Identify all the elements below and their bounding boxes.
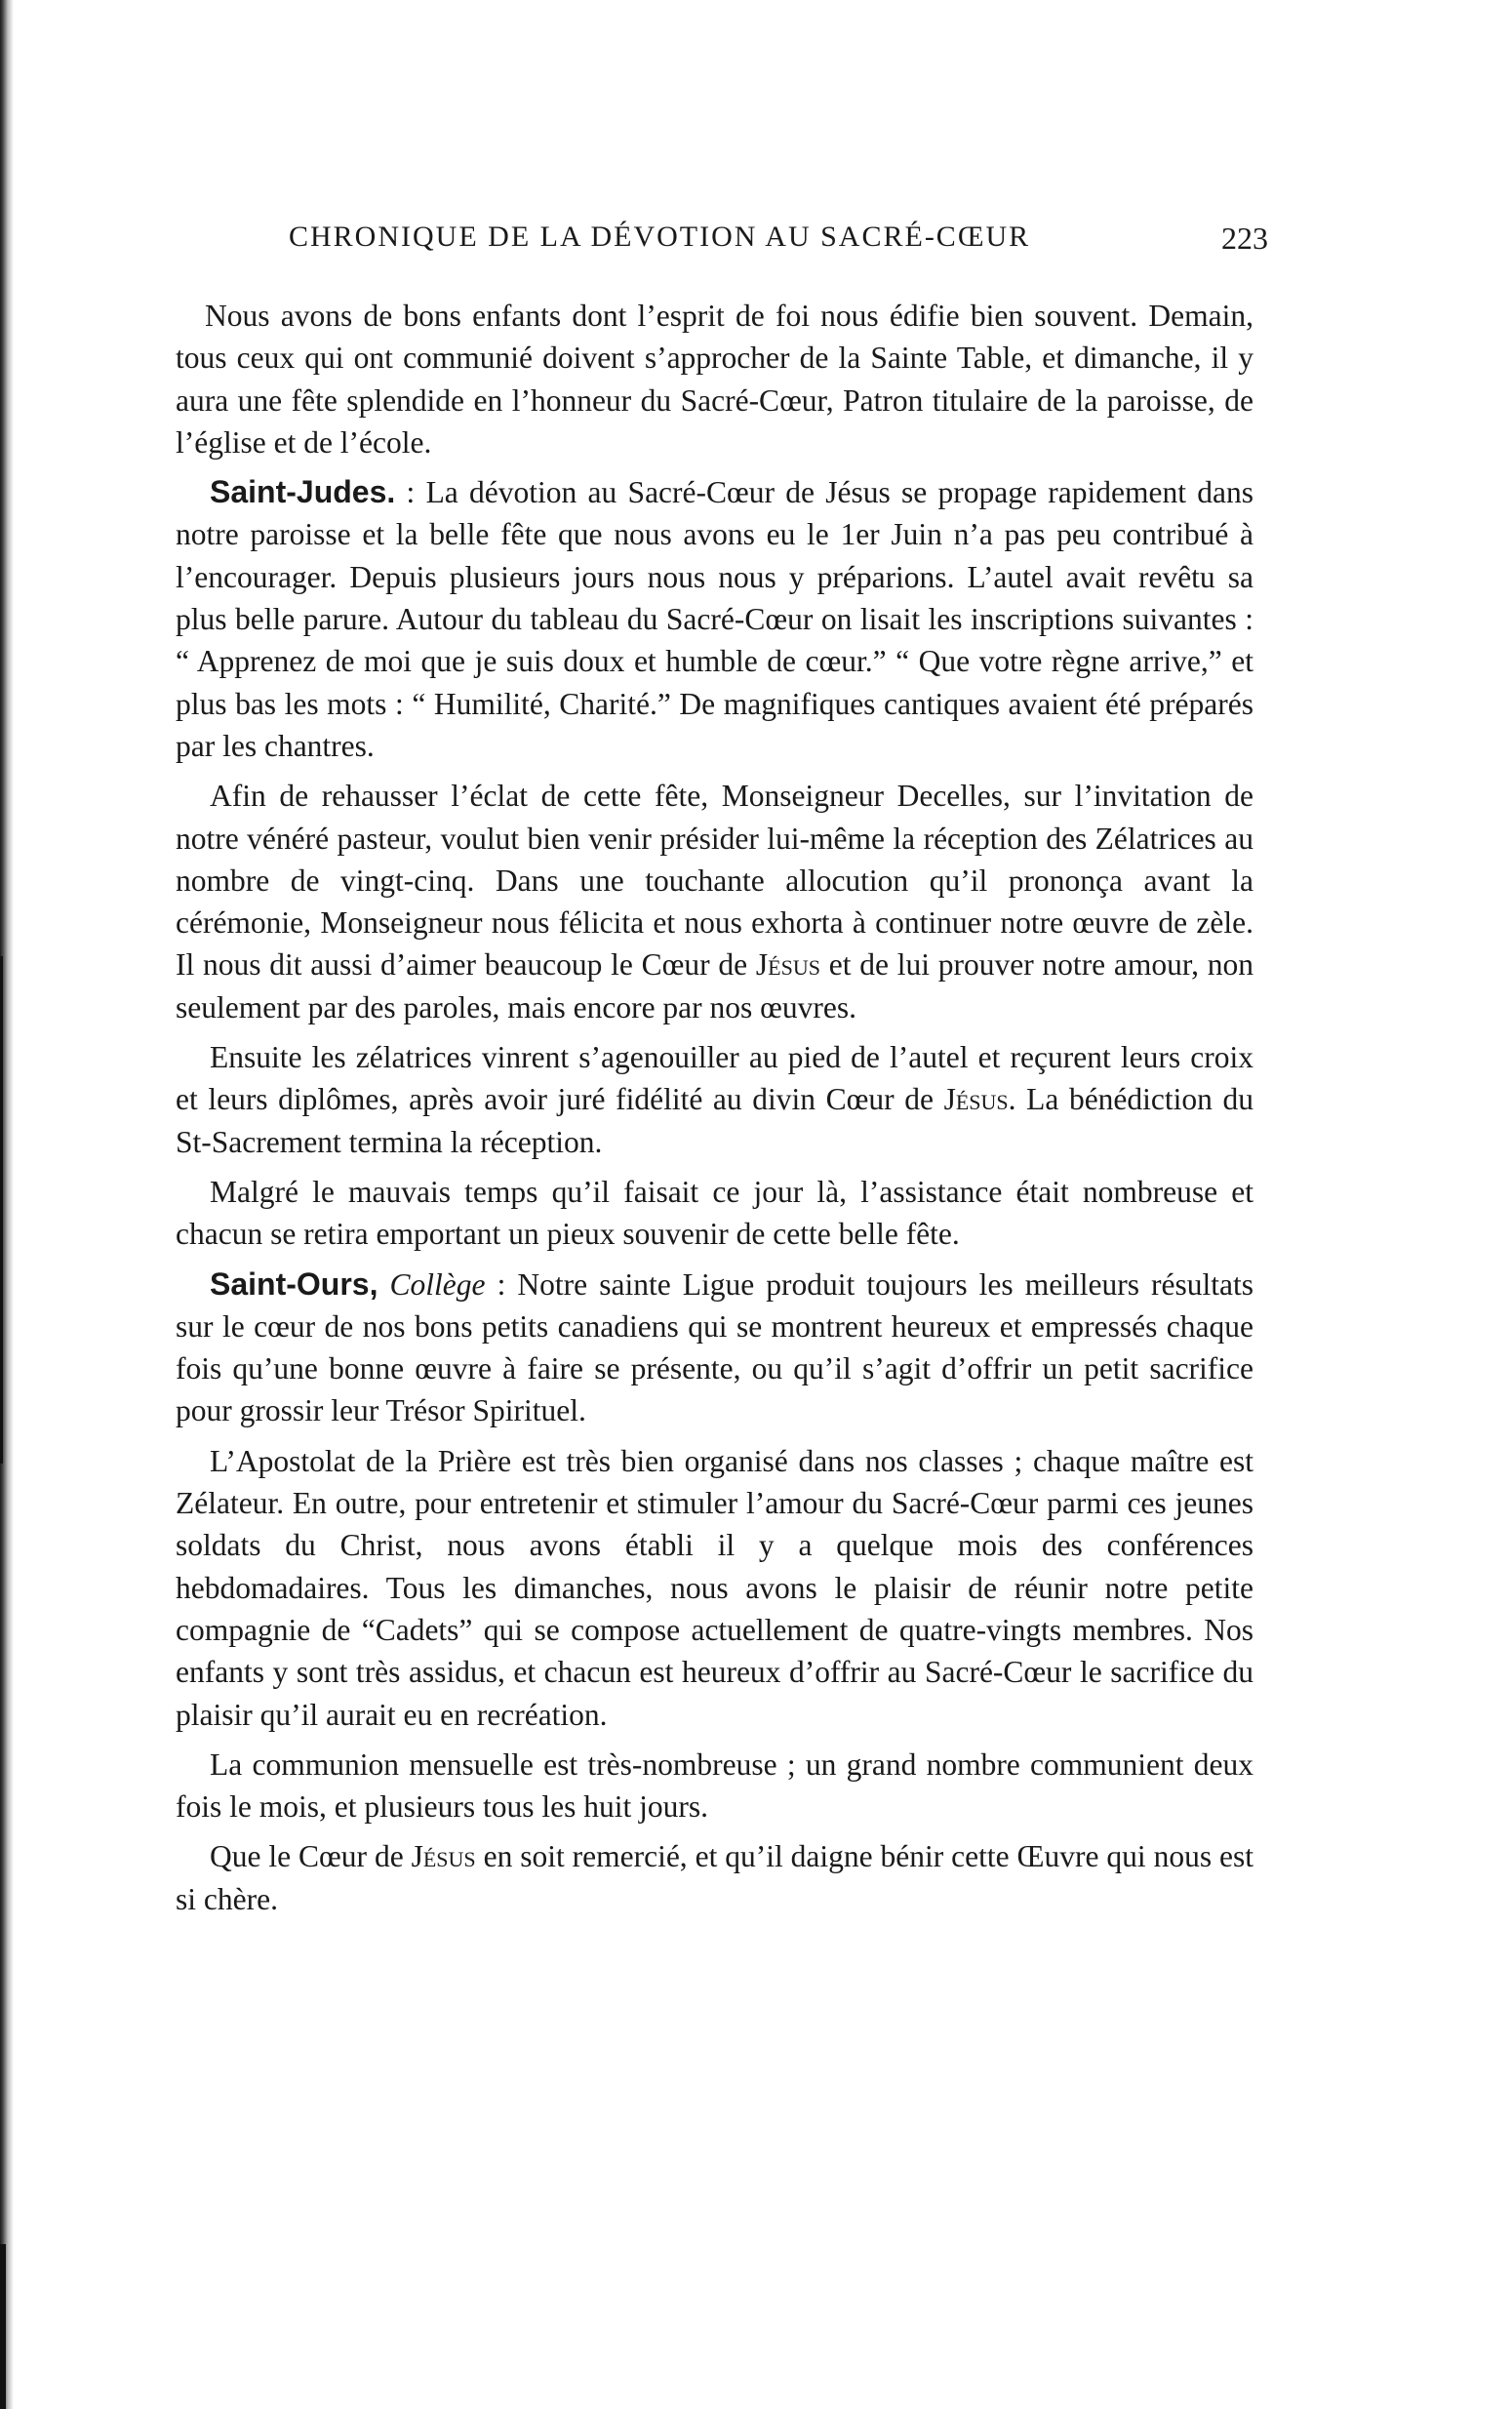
paragraph bbox=[176, 1036, 1253, 1163]
paragraph bbox=[176, 471, 1253, 767]
paragraph bbox=[176, 1744, 1253, 1828]
paragraph-text: et de lui prouver notre amour, non seulement par des paroles, mais encore par nos œuvres. bbox=[176, 947, 1254, 1024]
place-heading: Saint-Ours, bbox=[210, 1265, 378, 1302]
sub-heading: Collège bbox=[389, 1266, 486, 1302]
paragraph bbox=[176, 295, 1253, 463]
paragraph-text: Ensuite les zélatrices vinrent s’agenouiller au pied de l’autel et reçurent leurs croix et leurs diplômes, après avoir juré fidélité au divin Cœur de bbox=[176, 1040, 1253, 1117]
separator: : bbox=[395, 475, 426, 510]
paragraph-text: Que le Cœur de bbox=[210, 1839, 404, 1874]
page-edge-mark bbox=[0, 956, 3, 1464]
paragraph bbox=[176, 1440, 1253, 1736]
paragraph bbox=[176, 1835, 1253, 1920]
small-caps-name: Jésus bbox=[411, 1839, 476, 1874]
paragraph-text: en soit remercié, et qu’il daigne bénir cette Œuvre qui nous est si chère. bbox=[176, 1839, 1253, 1916]
paragraph bbox=[176, 1264, 1253, 1432]
paragraph-text: Afin de rehausser l’éclat de cette fête, Monseigneur Decelles, sur l’invitation de notre vénéré pasteur, voulut bien venir présider lui-même la réception des Zélatrices au nombre de vingt-cinq. Dans une touchante allocution qu’il prononça avant la cérémonie, Monseigneur nous félicita et nous exhorta à continuer notre œuvre de zèle. Il nous dit aussi d’aimer beaucoup le Cœur de bbox=[176, 779, 1253, 983]
paragraph-text: Nous avons de bons enfants dont l’esprit de foi nous édifie bien souvent. Demain, tous ceux qui ont communié doivent s’approcher de la Sainte Table, et dimanche, il y aura une fête splendide en l’honneur du Sacré-Cœur, Patron titulaire de la paroisse, de l’église et de l’école. bbox=[176, 299, 1253, 460]
paragraph-text: L’Apostolat de la Prière est très bien organisé dans nos classes ; chaque maître est Zélateur. En outre, pour entretenir et stimuler l’amour du Sacré-Cœur parmi ces jeunes soldats du Christ, nous avons établi il y a quelque mois des conférences hebdomadaires. Tous les dimanches, nous avons le plaisir de réunir notre petite compagnie de “Cadets” qui se compose actuellement de quatre-vingts membres. Nos enfants y sont très assidus, et chacun est heureux d’offrir au Sacré-Cœur le sacrifice du plaisir qu’il aurait eu en recréation. bbox=[176, 1443, 1253, 1732]
paragraph-text: Malgré le mauvais temps qu’il faisait ce jour là, l’assistance était nombreuse et chacun se retira emportant un pieux souvenir de cette belle fête. bbox=[176, 1174, 1253, 1252]
page-number: 223 bbox=[1221, 221, 1268, 256]
separator: : bbox=[485, 1266, 518, 1302]
paragraph bbox=[176, 1171, 1253, 1256]
article-body bbox=[176, 295, 1253, 1928]
paragraph-text: La communion mensuelle est très-nombreuse ; un grand nombre communient deux fois le mois, et plusieurs tous les huit jours. bbox=[176, 1747, 1253, 1825]
paragraph-text: Notre sainte Ligue produit toujours les meilleurs résultats sur le cœur de nos bons petits canadiens qui se montrent heureux et empressés chaque fois qu’une bonne œuvre à faire se présente, ou qu’il s’agit d’offrir un petit sacrifice pour grossir leur Trésor Spirituel. bbox=[176, 1266, 1253, 1428]
page-header bbox=[176, 221, 1268, 263]
page-edge-mark bbox=[0, 2244, 6, 2409]
place-heading: Saint-Judes. bbox=[210, 474, 396, 510]
small-caps-name: Jésus bbox=[943, 1082, 1009, 1117]
small-caps-name: Jésus bbox=[755, 947, 820, 983]
paragraph-text: . La bénédiction du St-Sacrement termina la réception. bbox=[176, 1082, 1254, 1159]
paragraph bbox=[176, 775, 1253, 1028]
paragraph-text: La dévotion au Sacré-Cœur de Jésus se propage rapidement dans notre paroisse et la belle fête que nous avons eu le 1er Juin n’a pas peu contribué à l’encourager. Depuis plusieurs jours nous nous y préparions. L’autel avait revêtu sa plus belle parure. Autour du tableau du Sacré-Cœur on lisait les inscriptions suivantes : “ Apprenez de moi que je suis doux et humble de cœur.” “ Que votre règne arrive,” et plus bas les mots : “ Humilité, Charité.” De magnifiques cantiques avaient été préparés par les chantres. bbox=[176, 475, 1253, 763]
running-head: CHRONIQUE DE LA DÉVOTION AU SACRÉ-CŒUR bbox=[289, 221, 1031, 253]
